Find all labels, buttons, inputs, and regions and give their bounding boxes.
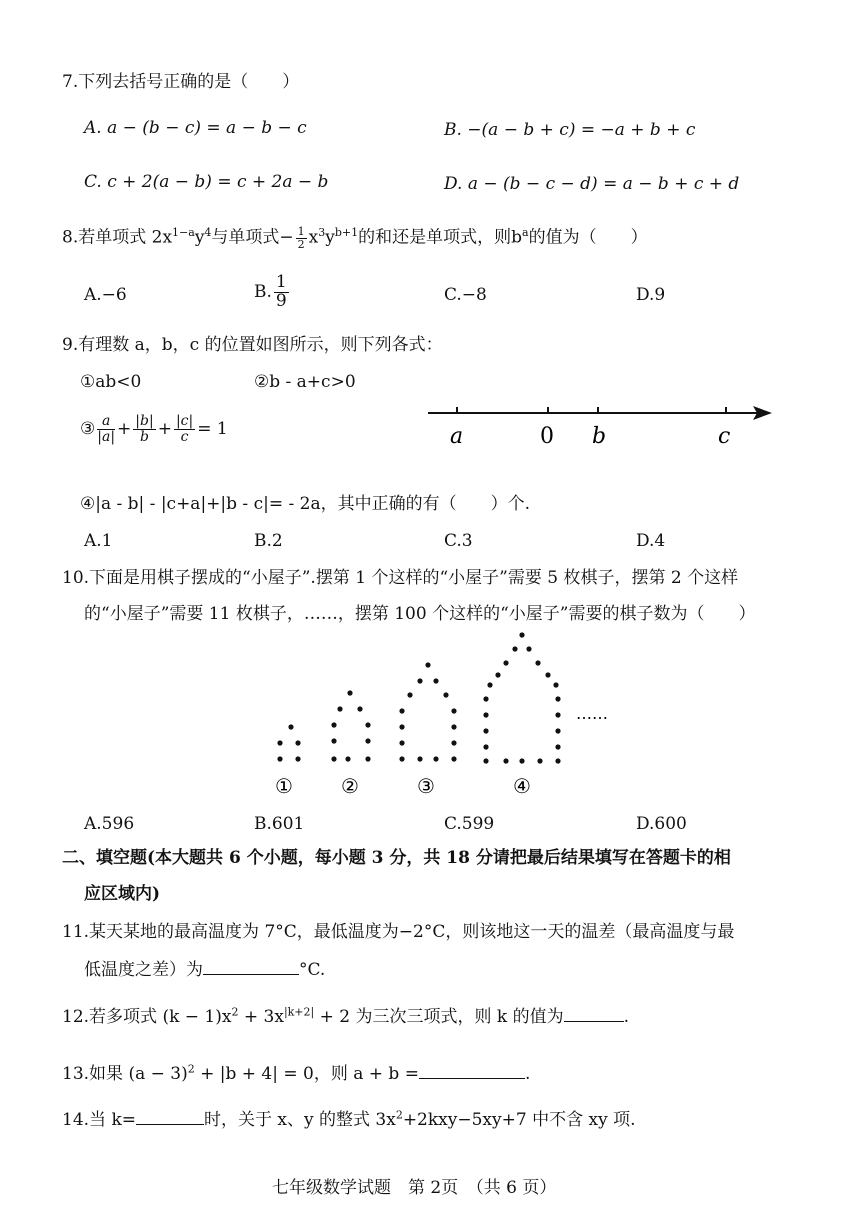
chess-piece-dot (331, 722, 336, 727)
chess-piece-dot (503, 660, 508, 665)
chess-piece-dot (433, 756, 438, 761)
q8-half-fraction: $\frac{1}{2}$ (297, 225, 305, 251)
q10-house-figures (260, 625, 630, 805)
q8-b-fraction: $\frac{1}{9}$ (275, 272, 287, 311)
q9-option-b: B.2 (254, 531, 283, 551)
q13-stem: 13.如果 $(a - 3)^2 + |b + 4| = 0$，则 a + b = . (62, 1062, 531, 1084)
q14-stem: 14.当 k= 时，关于 x、y 的整式 $3x^2+2kxy-5xy+7$ 中不含 xy 项. (62, 1108, 636, 1130)
q10-option-b: B.601 (254, 814, 305, 834)
q9-statement-3: ③ $\frac{a}{|a|}$ + $\frac{|b|}{b}$ + $\frac{|c|}{c}$ = 1 (80, 413, 228, 445)
chess-piece-dot (399, 724, 404, 729)
chess-piece-dot (277, 740, 282, 745)
q8-stem: 8.若单项式 $2x^{1-a}y^4$与单项式− $\frac{1}{2}$ $x^3y^{b+1}$的和还是单项式，则$b^a$的值为（ ） (62, 225, 648, 251)
chess-piece-dot (487, 682, 492, 687)
q11-answer-blank[interactable] (203, 960, 299, 975)
q9-number-line (420, 395, 780, 455)
page-footer: 七年级数学试题 第 2页 （共 6 页） (272, 1178, 557, 1198)
chess-piece-dot (451, 756, 456, 761)
q11-line1: 11.某天某地的最高温度为 7°C，最低温度为−2°C，则该地这一天的温差（最高温度与最 (62, 922, 735, 942)
chess-piece-dot (555, 744, 560, 749)
chess-piece-dot (365, 722, 370, 727)
q7-option-c: C. c + 2(a − b) = c + 2a − b (84, 172, 329, 192)
chess-piece-dot (495, 672, 500, 677)
chess-piece-dot (553, 682, 558, 687)
q14-answer-blank[interactable] (136, 1110, 204, 1125)
chess-piece-dot (503, 758, 508, 763)
chess-piece-dot (483, 744, 488, 749)
q9-option-c: C.3 (444, 531, 473, 551)
q7-stem: 7.下列去括号正确的是（ ） (62, 72, 300, 92)
chess-piece-dot (407, 692, 412, 697)
chess-piece-dot (331, 738, 336, 743)
section2-heading-line1: 二、填空题(本大题共 6 个小题，每小题 3 分，共 18 分请把最后结果填写在答题卡的相 (62, 848, 731, 868)
chess-piece-dot (295, 756, 300, 761)
chess-piece-dot (526, 646, 531, 651)
q8-option-b: B. $\frac{1}{9}$ (254, 272, 287, 311)
chess-piece-dot (433, 678, 438, 683)
numberline-label-b: b (592, 424, 607, 449)
chess-piece-dot (295, 740, 300, 745)
chess-piece-dot (535, 660, 540, 665)
chess-piece-dot (451, 740, 456, 745)
chess-piece-dot (483, 728, 488, 733)
numberline-label-c: c (718, 424, 731, 449)
q8-option-c: C.−8 (444, 285, 487, 305)
figure-label-4: ④ (513, 774, 531, 798)
chess-piece-dot (555, 728, 560, 733)
chess-piece-dot (519, 758, 524, 763)
chess-piece-dot (512, 646, 517, 651)
chess-piece-dot (545, 672, 550, 677)
q12-answer-blank[interactable] (564, 1007, 624, 1022)
q13-answer-blank[interactable] (419, 1064, 525, 1079)
chess-piece-dot (451, 724, 456, 729)
chess-piece-dot (357, 706, 362, 711)
chess-piece-dot (483, 696, 488, 701)
chess-piece-dot (337, 706, 342, 711)
chess-piece-dot (331, 756, 336, 761)
chess-piece-dot (417, 756, 422, 761)
chess-piece-dot (417, 678, 422, 683)
q12-stem: 12.若多项式 $(k - 1)x^2 + 3x^{|k+2|} + 2$ 为三次三项式，则 k 的值为 . (62, 1005, 630, 1027)
q10-stem-line2: 的“小屋子”需要 11 枚棋子，……，摆第 100 个这样的“小屋子”需要的棋子数为（ ） (84, 604, 756, 624)
q9-statement-2: ②b - a+c>0 (254, 372, 356, 392)
chess-piece-dot (519, 632, 524, 637)
chess-piece-dot (277, 756, 282, 761)
chess-piece-dot (365, 756, 370, 761)
numberline-label-zero: 0 (540, 424, 554, 449)
figure-ellipsis: …… (576, 704, 608, 723)
q7-option-b: B. −(a − b + c) = −a + b + c (444, 120, 696, 140)
q9-option-d: D.4 (636, 531, 666, 551)
q10-option-a: A.596 (84, 814, 135, 834)
chess-piece-dot (345, 756, 350, 761)
figure-label-2: ② (341, 774, 359, 798)
chess-piece-dot (555, 758, 560, 763)
chess-piece-dot (483, 712, 488, 717)
q9-option-a: A.1 (84, 531, 113, 551)
q8-option-d: D.9 (636, 285, 666, 305)
chess-piece-dot (365, 738, 370, 743)
figure-label-1: ① (275, 774, 293, 798)
q7-option-d: D. a − (b − c − d) = a − b + c + d (444, 174, 740, 194)
chess-piece-dot (399, 756, 404, 761)
q9-statement-1: ①ab<0 (80, 372, 142, 392)
q7-option-a: A. a − (b − c) = a − b − c (84, 118, 307, 138)
q9-statement-4: ④|a - b| - |c+a|+|b - c|= - 2a，其中正确的有（ ）个. (80, 494, 530, 514)
q9-stem: 9.有理数 a，b，c 的位置如图所示，则下列各式： (62, 335, 443, 355)
chess-piece-dot (555, 712, 560, 717)
chess-piece-dot (425, 662, 430, 667)
chess-piece-dot (483, 758, 488, 763)
chess-piece-dot (288, 724, 293, 729)
q10-option-c: C.599 (444, 814, 495, 834)
chess-piece-dot (537, 758, 542, 763)
q8-option-a: A.−6 (84, 285, 127, 305)
section2-heading-line2: 应区域内) (84, 884, 161, 904)
numberline-label-a: a (450, 424, 464, 449)
chess-piece-dot (555, 696, 560, 701)
chess-piece-dot (399, 740, 404, 745)
figure-label-3: ③ (417, 774, 435, 798)
q10-stem-line1: 10.下面是用棋子摆成的“小屋子”.摆第 1 个这样的“小屋子”需要 5 枚棋子，摆第 2 个这样 (62, 568, 739, 588)
q11-line2: 低温度之差）为 °C. (84, 960, 326, 980)
q10-option-d: D.600 (636, 814, 687, 834)
chess-piece-dot (451, 708, 456, 713)
chess-piece-dot (399, 708, 404, 713)
chess-piece-dot (347, 690, 352, 695)
chess-piece-dot (443, 692, 448, 697)
